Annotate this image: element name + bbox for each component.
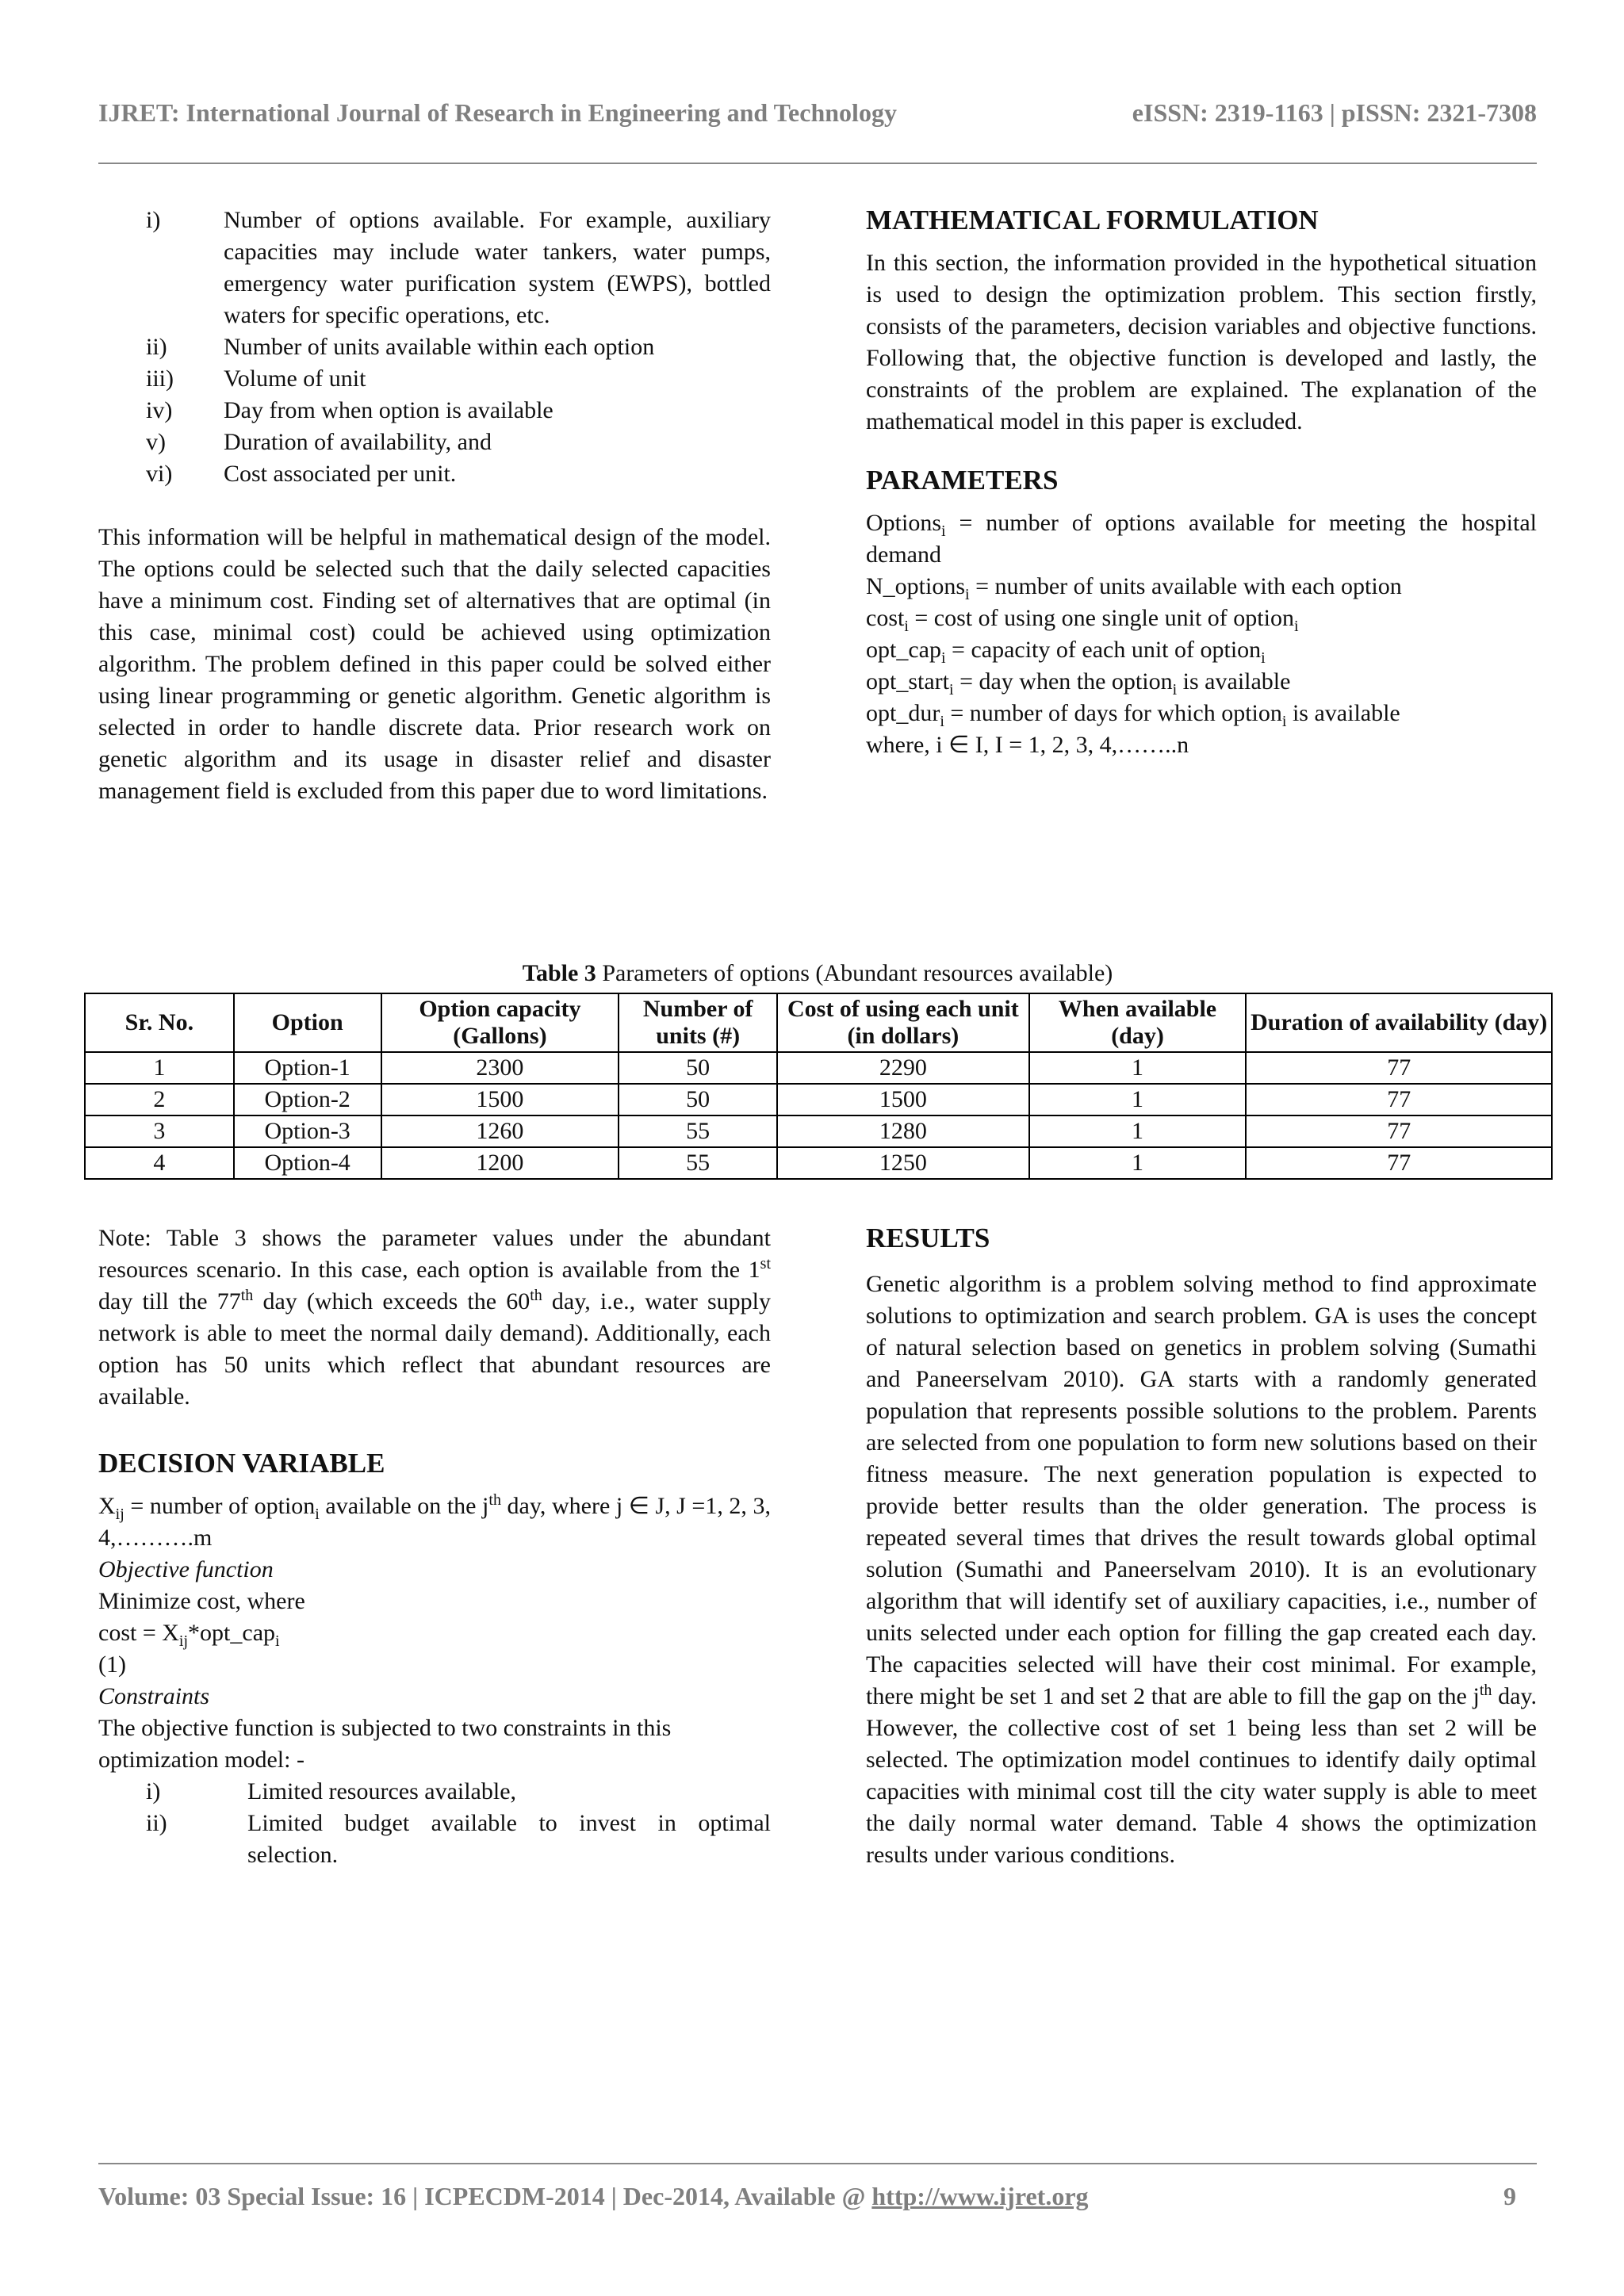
column-header: Duration of availability (day) bbox=[1246, 993, 1552, 1052]
list-item bbox=[98, 1808, 771, 1871]
footer-rule bbox=[98, 2163, 1537, 2164]
decision-variable-def: $X_{ij}$ = number of option$_i$ available on the $j^{th}$ day, where j ∈ J, J =1, 2, 3, 4,……….m bbox=[98, 1491, 771, 1551]
list-text: Limited budget available to invest in optimal selection. bbox=[247, 1810, 771, 1868]
table-cell: 1500 bbox=[777, 1084, 1029, 1115]
table-cell: 1 bbox=[1029, 1115, 1247, 1147]
list-number: v) bbox=[146, 429, 166, 455]
constraints-list bbox=[98, 1776, 771, 1871]
header-rule bbox=[98, 163, 1537, 164]
parameters-table bbox=[84, 993, 1553, 1180]
table-caption-label: Table 3 bbox=[522, 960, 596, 986]
table-cell: 1 bbox=[1029, 1147, 1247, 1179]
table-cell: 2290 bbox=[777, 1052, 1029, 1084]
info-list bbox=[98, 205, 771, 490]
list-text: Day from when option is available bbox=[224, 397, 553, 423]
table-row bbox=[85, 1052, 1552, 1084]
table-cell: 1260 bbox=[381, 1115, 619, 1147]
results-paragraph: Genetic algorithm is a problem solving method to find approximate solutions to optimization and search problem. GA is uses the concept of natural selection based on genetics in problem solving (Sumathi and Paneerselvam 2010). GA starts with a randomly generated population that represents possible solutions to the problem. Parents are selected from one population to form new solutions based on their fitness measure. The next generation population is expected to provide better results than the older generation. The process is repeated several times that drives the result towards global optimal solution (Sumathi and Paneerselvam 2010). It is an evolutionary algorithm that will identify set of auxiliary capacities, i.e., number of units selected under each option for filling the gap created each day. The capacities selected will have their cost minimal. For example, there might be set 1 and set 2 that are able to fill the gap on the $j^{th}$ day. However, the collective cost of set 1 being less than set 2 will be selected. The optimization model continues to identify daily optimal capacities with minimal cost till the city water supply is able to meet the daily normal water demand. Table 4 shows the optimization results under various conditions. bbox=[866, 1271, 1537, 1868]
table-caption-text: Parameters of options (Abundant resources available) bbox=[596, 960, 1113, 986]
param-options: Options$_i$ = number of options available for meeting the hospital demand bbox=[866, 510, 1537, 568]
param-opt-dur: opt_dur$_i$ = number of days for which option$_i$ is available bbox=[866, 700, 1400, 730]
table-header-row bbox=[85, 993, 1552, 1052]
left-column-top bbox=[98, 205, 771, 807]
table-cell: 1200 bbox=[381, 1147, 619, 1179]
table-cell: 2 bbox=[85, 1084, 234, 1115]
table-caption bbox=[98, 958, 1537, 989]
table-cell: 1 bbox=[1029, 1084, 1247, 1115]
constraints-intro: The objective function is subjected to two constraints in this optimization model: - bbox=[98, 1715, 672, 1773]
list-item bbox=[98, 395, 771, 427]
list-number: i) bbox=[146, 1778, 161, 1804]
constraints-label: Constraints bbox=[98, 1683, 210, 1709]
table-cell: Option-4 bbox=[234, 1147, 381, 1179]
list-text: Number of options available. For example, auxiliary capacities may include water tankers, water pumps, emergency water purification system (EWPS), bottled waters for specific operations, etc. bbox=[224, 207, 771, 328]
journal-title: IJRET: International Journal of Research in Engineering and Technology bbox=[98, 98, 897, 127]
page-header bbox=[98, 98, 1537, 138]
param-n-options: N_options$_i$ = number of units available with each option bbox=[866, 573, 1402, 603]
table-cell: 2300 bbox=[381, 1052, 619, 1084]
math-paragraph: In this section, the information provided in the hypothetical situation is used to design the optimization problem. This section firstly, consists of the parameters, decision variables and objective functions. Following that, the objective function is developed and lastly, the constraints of the problem are explained. The explanation of the mathematical model in this paper is excluded. bbox=[866, 250, 1537, 434]
table-cell: 77 bbox=[1246, 1084, 1552, 1115]
section-heading-decision: DECISION VARIABLE bbox=[98, 1448, 385, 1479]
table-row bbox=[85, 1147, 1552, 1179]
column-header: Option bbox=[234, 993, 381, 1052]
list-item bbox=[98, 363, 771, 395]
section-heading-results: RESULTS bbox=[866, 1223, 990, 1253]
list-item bbox=[98, 427, 771, 458]
table-cell: Option-2 bbox=[234, 1084, 381, 1115]
cost-equation: $\cos t = X_{ij}*opt\_cap_i$ bbox=[98, 1620, 280, 1650]
column-header: Sr. No. bbox=[85, 993, 234, 1052]
table-note: Note: Table 3 shows the parameter values under the abundant resources scenario. In this case, each option is available from the 1st day till the 77th day (which exceeds the 60th day, i.e., water supply network is able to meet the normal daily demand). Additionally, each option has 50 units which reflect that abundant resources are available. bbox=[98, 1225, 771, 1410]
list-number: ii) bbox=[146, 334, 167, 360]
list-text: Volume of unit bbox=[224, 365, 366, 392]
section-heading-math: MATHEMATICAL FORMULATION bbox=[866, 205, 1319, 235]
table-cell: 1280 bbox=[777, 1115, 1029, 1147]
page-footer bbox=[98, 2182, 1537, 2211]
right-column-top bbox=[866, 201, 1537, 761]
table-cell: 50 bbox=[619, 1052, 777, 1084]
intro-paragraph: This information will be helpful in mathematical design of the model. The options could be selected such that the daily selected capacities have a minimum cost. Finding set of alternatives that are optimal (in this case, minimal cost) could be achieved using optimization algorithm. The problem defined in this paper could be solved either using linear programming or genetic algorithm. Genetic algorithm is selected in order to handle discrete data. Prior research work on genetic algorithm and its usage in disaster relief and disaster management field is excluded from this paper due to word limitations. bbox=[98, 524, 771, 804]
page-number: 9 bbox=[1503, 2182, 1516, 2210]
list-text: Number of units available within each option bbox=[224, 334, 655, 360]
list-text: Duration of availability, and bbox=[224, 429, 492, 455]
list-item bbox=[98, 331, 771, 363]
list-item bbox=[98, 458, 771, 490]
table-cell: 3 bbox=[85, 1115, 234, 1147]
table-cell: 77 bbox=[1246, 1147, 1552, 1179]
table-cell: 1500 bbox=[381, 1084, 619, 1115]
table-cell: 55 bbox=[619, 1147, 777, 1179]
journal-link[interactable]: http://www.ijret.org bbox=[871, 2182, 1089, 2210]
param-opt-start: opt_start$_i$ = day when the option$_i$ is available bbox=[866, 668, 1291, 698]
list-number: i) bbox=[146, 207, 161, 233]
minimize-text: Minimize cost, where bbox=[98, 1588, 305, 1614]
list-number: iii) bbox=[146, 365, 174, 392]
left-column-bottom bbox=[98, 1223, 771, 1871]
table-cell: Option-1 bbox=[234, 1052, 381, 1084]
table-cell: 50 bbox=[619, 1084, 777, 1115]
list-text: Cost associated per unit. bbox=[224, 461, 457, 487]
table-cell: 1250 bbox=[777, 1147, 1029, 1179]
table-row bbox=[85, 1115, 1552, 1147]
column-header: Cost of using each unit (in dollars) bbox=[777, 993, 1029, 1052]
footer-text: Volume: 03 Special Issue: 16 | ICPECDM-2014 | Dec-2014, Available @ bbox=[98, 2182, 872, 2210]
list-item bbox=[98, 1776, 771, 1808]
table-cell: 1 bbox=[85, 1052, 234, 1084]
column-header: Option capacity (Gallons) bbox=[381, 993, 619, 1052]
table-cell: Option-3 bbox=[234, 1115, 381, 1147]
table-cell: 55 bbox=[619, 1115, 777, 1147]
param-opt-cap: opt_cap$_i$ = capacity of each unit of option$_i$ bbox=[866, 637, 1266, 667]
table-row bbox=[85, 1084, 1552, 1115]
table-cell: 4 bbox=[85, 1147, 234, 1179]
list-number: iv) bbox=[146, 397, 173, 423]
objective-function-label: Objective function bbox=[98, 1556, 274, 1582]
list-item bbox=[98, 205, 771, 331]
list-number: vi) bbox=[146, 461, 173, 487]
equation-number: (1) bbox=[98, 1651, 126, 1678]
column-header: When available (day) bbox=[1029, 993, 1247, 1052]
parameter-definitions bbox=[866, 507, 1537, 761]
table-cell: 77 bbox=[1246, 1052, 1552, 1084]
list-text: Limited resources available, bbox=[247, 1778, 517, 1804]
right-column-bottom bbox=[866, 1219, 1537, 1871]
table-cell: 1 bbox=[1029, 1052, 1247, 1084]
table-cell: 77 bbox=[1246, 1115, 1552, 1147]
column-header: Number of units (#) bbox=[619, 993, 777, 1052]
section-heading-parameters: PARAMETERS bbox=[866, 465, 1059, 496]
param-where: where, i ∈ I, I = 1, 2, 3, 4,……..n bbox=[866, 732, 1189, 758]
param-cost: cost$_i$ = cost of using one single unit of option$_i$ bbox=[866, 605, 1299, 635]
issn-info: eISSN: 2319-1163 | pISSN: 2321-7308 bbox=[1132, 98, 1537, 127]
list-number: ii) bbox=[146, 1810, 167, 1836]
